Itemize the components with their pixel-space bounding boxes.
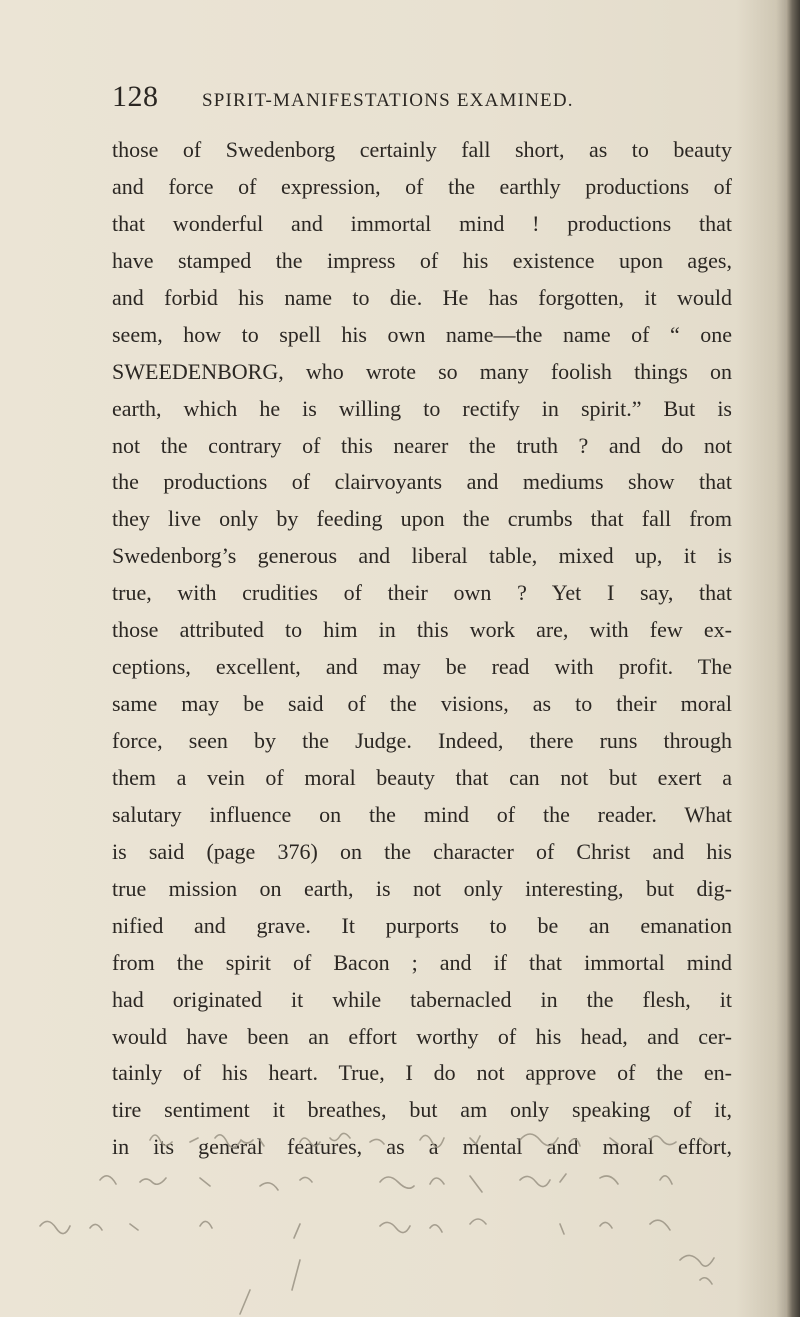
text-line: earth, which he is willing to rectify in spirit.” But is xyxy=(112,395,732,421)
text-line: same may be said of the visions, as to their moral xyxy=(112,691,732,717)
text-line: nified and grave. It purports to be an emanation xyxy=(112,912,732,938)
text-line: those attributed to him in this work are, with few ex- xyxy=(112,617,732,643)
text-line: ceptions, excellent, and may be read with profit. The xyxy=(112,654,732,680)
text-line: that wonderful and immortal mind ! productions that xyxy=(112,210,732,236)
text-line: them a vein of moral beauty that can not but exert a xyxy=(112,764,732,790)
text-line: salutary influence on the mind of the reader. What xyxy=(112,801,732,827)
text-line: Swedenborg’s generous and liberal table, mixed up, it is xyxy=(112,543,732,569)
text-line: have stamped the impress of his existence upon ages, xyxy=(112,247,732,273)
page-header xyxy=(112,80,732,120)
text-line: true mission on earth, is not only interesting, but dig- xyxy=(112,875,732,901)
text-line: the productions of clairvoyants and mediums show that xyxy=(112,469,732,495)
running-head: SPIRIT-MANIFESTATIONS EXAMINED. xyxy=(202,90,574,111)
text-line: not the contrary of this nearer the truth ? and do not xyxy=(112,432,732,458)
text-line: true, with crudities of their own ? Yet I say, that xyxy=(112,580,732,606)
text-line: and forbid his name to die. He has forgotten, it would xyxy=(112,284,732,310)
text-line: tainly of his heart. True, I do not approve of the en- xyxy=(112,1060,732,1086)
text-line: force, seen by the Judge. Indeed, there runs through xyxy=(112,728,732,753)
text-line: would have been an effort worthy of his head, and cer- xyxy=(112,1023,732,1049)
text-line: SWEEDENBORG, who wrote so many foolish things on xyxy=(112,358,732,384)
text-line: had originated it while tabernacled in the flesh, it xyxy=(112,986,732,1012)
pencil-marginalia-drawing xyxy=(0,1120,800,1317)
text-line: those of Swedenborg certainly fall short, as to beauty xyxy=(112,137,732,162)
text-line: is said (page 376) on the character of Christ and his xyxy=(112,838,732,864)
page-number: 128 xyxy=(112,80,159,113)
text-line: seem, how to spell his own name—the name of “ one xyxy=(112,321,732,347)
text-line: from the spirit of Bacon ; and if that immortal mind xyxy=(112,949,732,975)
text-line: in its general features, as a mental and moral effort, xyxy=(112,1134,732,1160)
text-line: tire sentiment it breathes, but am only speaking of it, xyxy=(112,1097,732,1123)
text-line: and force of expression, of the earthly productions of xyxy=(112,173,732,199)
text-line: they live only by feeding upon the crumbs that fall from xyxy=(112,506,732,532)
body-text xyxy=(112,132,732,1166)
